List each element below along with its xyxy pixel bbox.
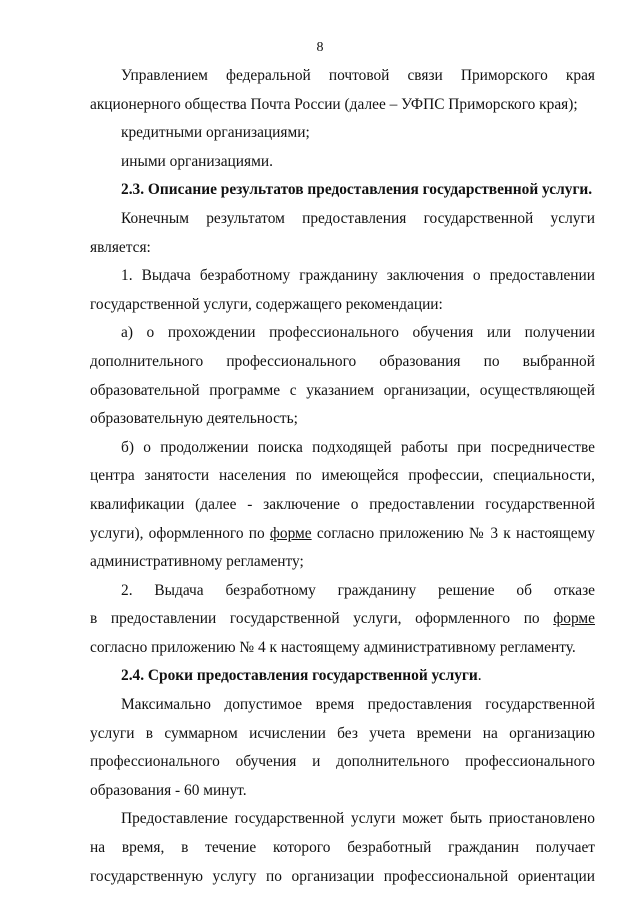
item-2-text: в предоставлении государственной услуги, оформленного по [90,610,554,628]
paragraph-max-time: Максимально допустимое время предоставления государственной услуги в суммарном исчислении без учета времени на организацию профессионального обучения и дополнительного профессионального образования - 60 минут. [90,696,595,799]
paragraph-item-b [90,434,595,577]
heading-2-4 [90,662,595,691]
item-b-text-end: согласно приложению № 3 к настоящему административному регламенту; [90,524,595,571]
paragraph-final-result: Конечным результатом предоставления государственной услуги является: [90,209,595,256]
form-link[interactable]: форме [553,610,595,628]
paragraph-ufps: Управлением федеральной почтовой связи Приморского края акционерного общества Почта России (далее – УФПС Приморского края); [90,67,595,113]
paragraph-credit-orgs: кредитными организациями; [121,124,310,142]
paragraph-item-2-line1: 2. Выдача безработному гражданину решение об отказе [121,581,595,599]
document-body [90,62,595,891]
heading-2-4-text: 2.4. Сроки предоставления государственной услуги [121,667,478,685]
item-b-text: б) о продолжении поиска подходящей работы при посредничестве центра занятости населения по имеющейся профессии, специальности, квалификации (далее - заключение о предоставлении государственной услуги), оформленного по [90,438,595,542]
item-2-text-end: согласно приложению № 4 к настоящему административному регламенту. [90,638,576,656]
heading-2-3: 2.3. Описание результатов предоставления государственной услуги. [121,181,593,199]
paragraph-item-1: 1. Выдача безработному гражданину заключения о предоставлении государственной услуги, содержащего рекомендации: [90,267,595,313]
form-link[interactable]: форме [269,524,312,542]
paragraph-other-orgs: иными организациями. [121,152,273,170]
paragraph-suspension: Предоставление государственной услуги может быть приостановлено на время, в течение которого безработный гражданин получает государственную услугу по организации профессиональной ориентации [90,810,595,885]
paragraph-item-a: а) о прохождении профессионального обучения или получении дополнительного профессионального образования по выбранной образовательной программе с указанием организации, осуществляющей образовательную деятельность; [90,324,595,428]
paragraph-item-2 [90,605,595,662]
page-number: 8 [316,40,324,55]
heading-2-4-dot: . [477,667,482,685]
